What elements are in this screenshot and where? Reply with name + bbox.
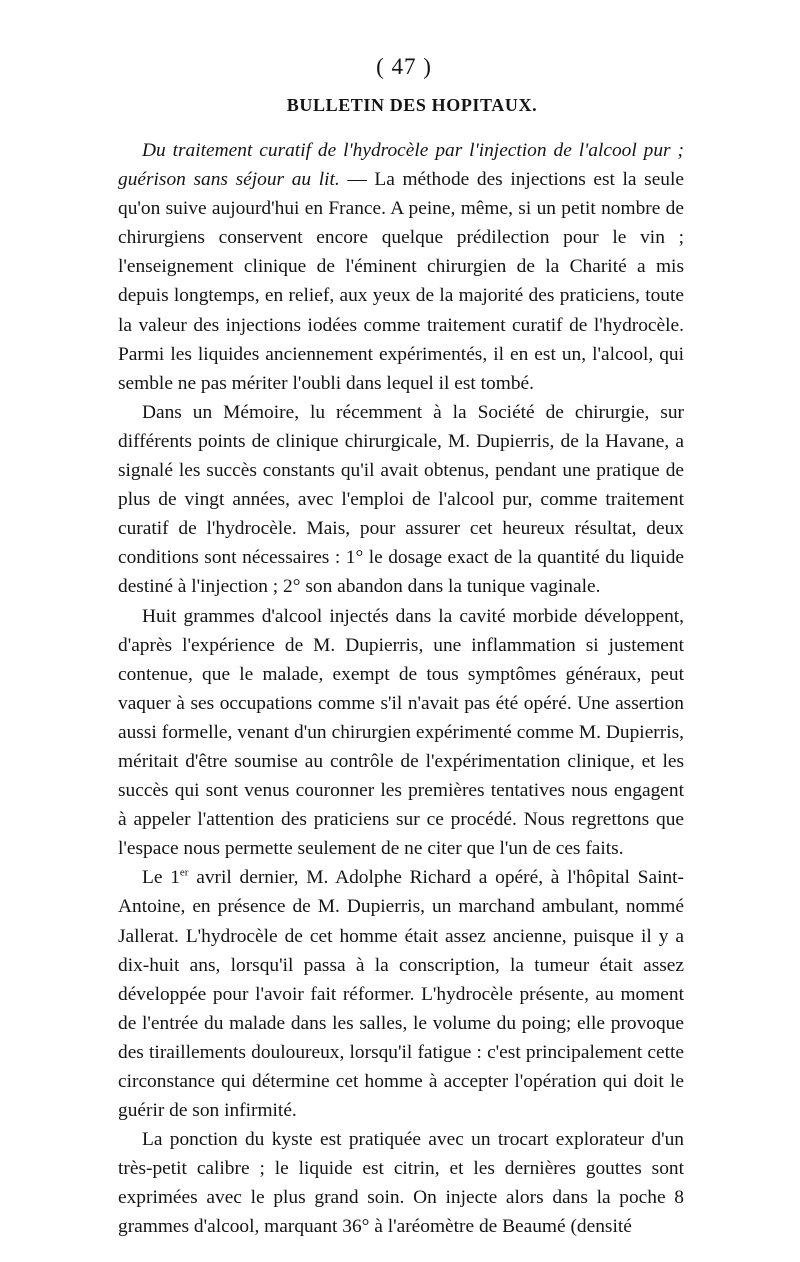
case-lead: Le 1 bbox=[142, 867, 180, 889]
paragraph-experience: Huit grammes d'alcool injectés dans la cavité morbide développent, d'après l'expérience de M. Dupierris, une inflammation si justement contenue, que le malade, exempt de tous symptômes généraux, peut vaquer à ses occupations comme s'il n'avait pas été opéré. Une assertion aussi formelle, venant d'un chirurgien expérimenté comme M. Dupierris, méritait d'être soumise au contrôle de l'expérimentation clinique, et les succès qui sont venus couronner les premières tentatives nous engagent à appeler l'attention des praticiens sur ce procédé. Nous regrettons que l'espace nous permette seulement de ne citer que l'un de ces faits. bbox=[118, 605, 684, 860]
paragraph-case bbox=[118, 863, 684, 1125]
ordinal-superscript: er bbox=[179, 866, 189, 879]
page-content bbox=[118, 52, 684, 1242]
page-number: ( 47 ) bbox=[376, 54, 432, 79]
article-intro-paragraph bbox=[118, 136, 684, 398]
paragraph-memoire: Dans un Mémoire, lu récemment à la Société de chirurgie, sur différents points de clinique chirurgicale, M. Dupierris, de la Havane, a signalé les succès constants qu'il avait obtenus, pendant une pratique de plus de vingt années, avec l'emploi de l'alcool pur, comme traitement curatif de l'hydrocèle. Mais, pour assurer cet heureux résultat, deux conditions sont nécessaires : 1° le dosage exact de la quantité du liquide destiné à l'injection ; 2° son abandon dans la tunique vaginale. bbox=[118, 401, 684, 598]
paragraph-procedure: La ponction du kyste est pratiquée avec un trocart explorateur d'un très-petit calibre ; le liquide est citrin, et les dernières gouttes sont exprimées avec le plus grand soin. On injecte alors dans la poche 8 grammes d'alcool, marquant 36° à l'aréomètre de Beaumé (densité bbox=[118, 1129, 684, 1238]
article-title: Du traitement curatif de l'hydrocèle par l'injection de l'alcool pur ; guérison sans séjour au lit. bbox=[118, 140, 684, 191]
case-text: avril dernier, M. Adolphe Richard a opéré, à l'hôpital Saint-Antoine, en présence de M. Dupierris, un marchand ambulant, nommé Jallerat. L'hydrocèle de cet homme était assez ancienne, puisque il y a dix-huit ans, lorsqu'il passa à la conscription, la tumeur était assez développée pour l'avoir fait réformer. L'hydrocèle présente, au moment de l'entrée du malade dans les salles, le volume du poing; elle provoque des tiraillements douloureux, lorsqu'il fatigue : c'est principalement cette circonstance qui détermine cet homme à accepter l'opération qui doit le guérir de son infirmité. bbox=[118, 867, 684, 1122]
intro-text: — La méthode des injections est la seule qu'on suive aujourd'hui en France. A peine, même, si un petit nombre de chirurgiens conservent encore quelque prédilection pour le vin ; l'enseignement clinique de l'éminent chirurgien de la Charité a mis depuis longtemps, en relief, aux yeux de la majorité des praticiens, toute la valeur des injections iodées comme traitement curatif de l'hydrocèle. Parmi les liquides anciennement expérimentés, il en est un, l'alcool, qui semble ne pas mériter l'oubli dans lequel il est tombé. bbox=[118, 169, 684, 394]
running-head: BULLETIN DES HOPITAUX. bbox=[286, 95, 538, 115]
